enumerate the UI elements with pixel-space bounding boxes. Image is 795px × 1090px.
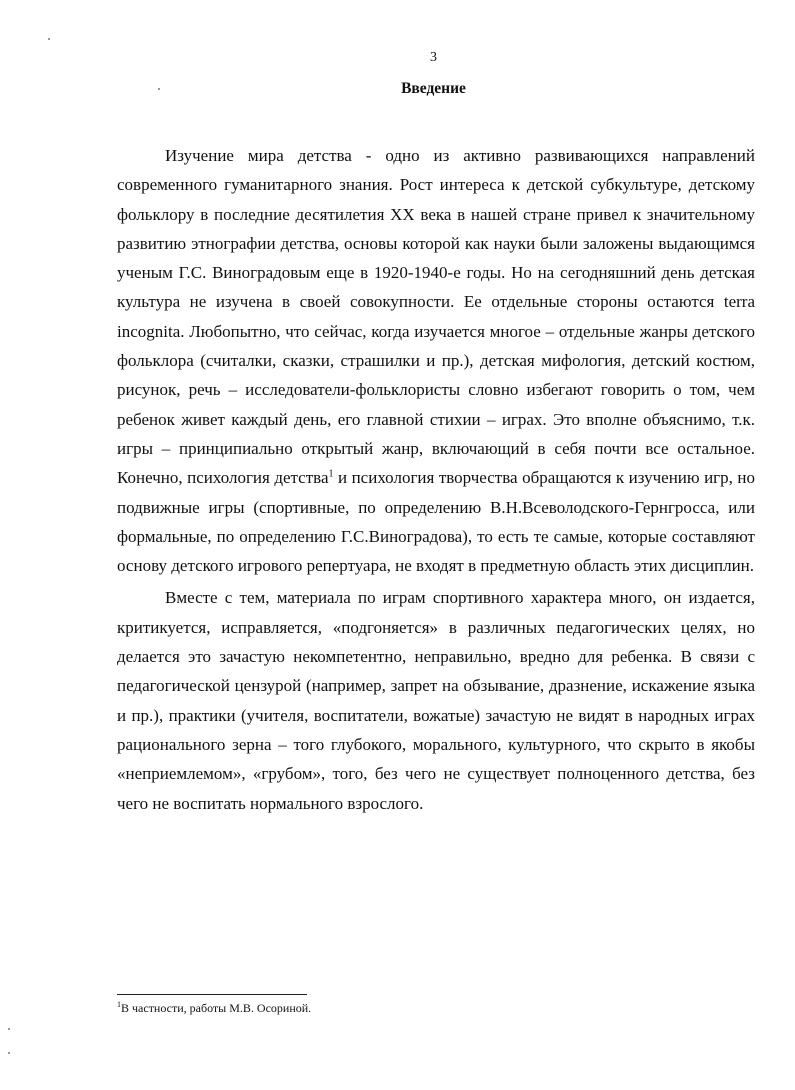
section-heading: Введение [401, 80, 466, 97]
paragraph-1-text-after-note: и психология творчества обращаются к изучению игр, но подвижные игры (спортивные, по определению В.Н.Всеволодского-Гернгросса, или формальные, по определению Г.С.Виноградова), то есть те самые, которые составляют основу детского игрового репертуара, не входят в предметную область этих дисциплин. [117, 468, 755, 576]
scan-speck [8, 1052, 10, 1054]
paragraph-2: Вместе с тем, материала по играм спортивного характера много, он издается, критикуется, исправляется, «подгоняется» в различных педагогических целях, но делается это зачастую некомпетентно, неправильно, вредно для ребенка. В связи с педагогической цензурой (например, запрет на обзывание, дразнение, искажение языка и пр.), практики (учителя, воспитатели, вожатые) зачастую не видят в народных играх рационального зерна – того глубокого, морального, культурного, что скрыто в якобы «неприемлемом», «грубом», того, без чего не существует полноценного детства, без чего не воспитать нормального взрослого. [117, 588, 755, 813]
scan-speck [158, 88, 160, 90]
body-text [117, 141, 755, 818]
page-number: 3 [430, 50, 437, 65]
footnote [117, 1000, 717, 1016]
footnote-separator [117, 994, 307, 995]
scan-speck [8, 1028, 10, 1030]
footnote-number: 1 [117, 1000, 121, 1009]
footnote-reference-mark[interactable]: 1 [328, 468, 334, 480]
paragraph-1 [117, 141, 755, 580]
scan-speck [48, 38, 50, 40]
footnote-text: В частности, работы М.В. Осориной. [121, 1001, 312, 1015]
paragraph-1-text-before-note: Изучение мира детства - одно из активно развивающихся направлений современного гуманитарного знания. Рост интереса к детской субкультуре, детскому фольклору в последние десятилетия XX века в нашей стране привел к значительному развитию этнографии детства, основы которой как науки были заложены выдающимся ученым Г.С. Виноградовым еще в 1920-1940-е годы. Но на сегодняшний день детская культура не изучена в своей совокупности. Ее отдельные стороны остаются terra incognita. Любопытно, что сейчас, когда изучается многое – отдельные жанры детского фольклора (считалки, сказки, страшилки и пр.), детская мифология, детский костюм, рисунок, речь – исследователи-фольклористы словно избегают говорить о том, чем ребенок живет каждый день, его главной стихии – играх. Это вполне объяснимо, т.к. игры – принципиально открытый жанр, включающий в себя почти все остальное. Конечно, психология детства [117, 146, 755, 488]
